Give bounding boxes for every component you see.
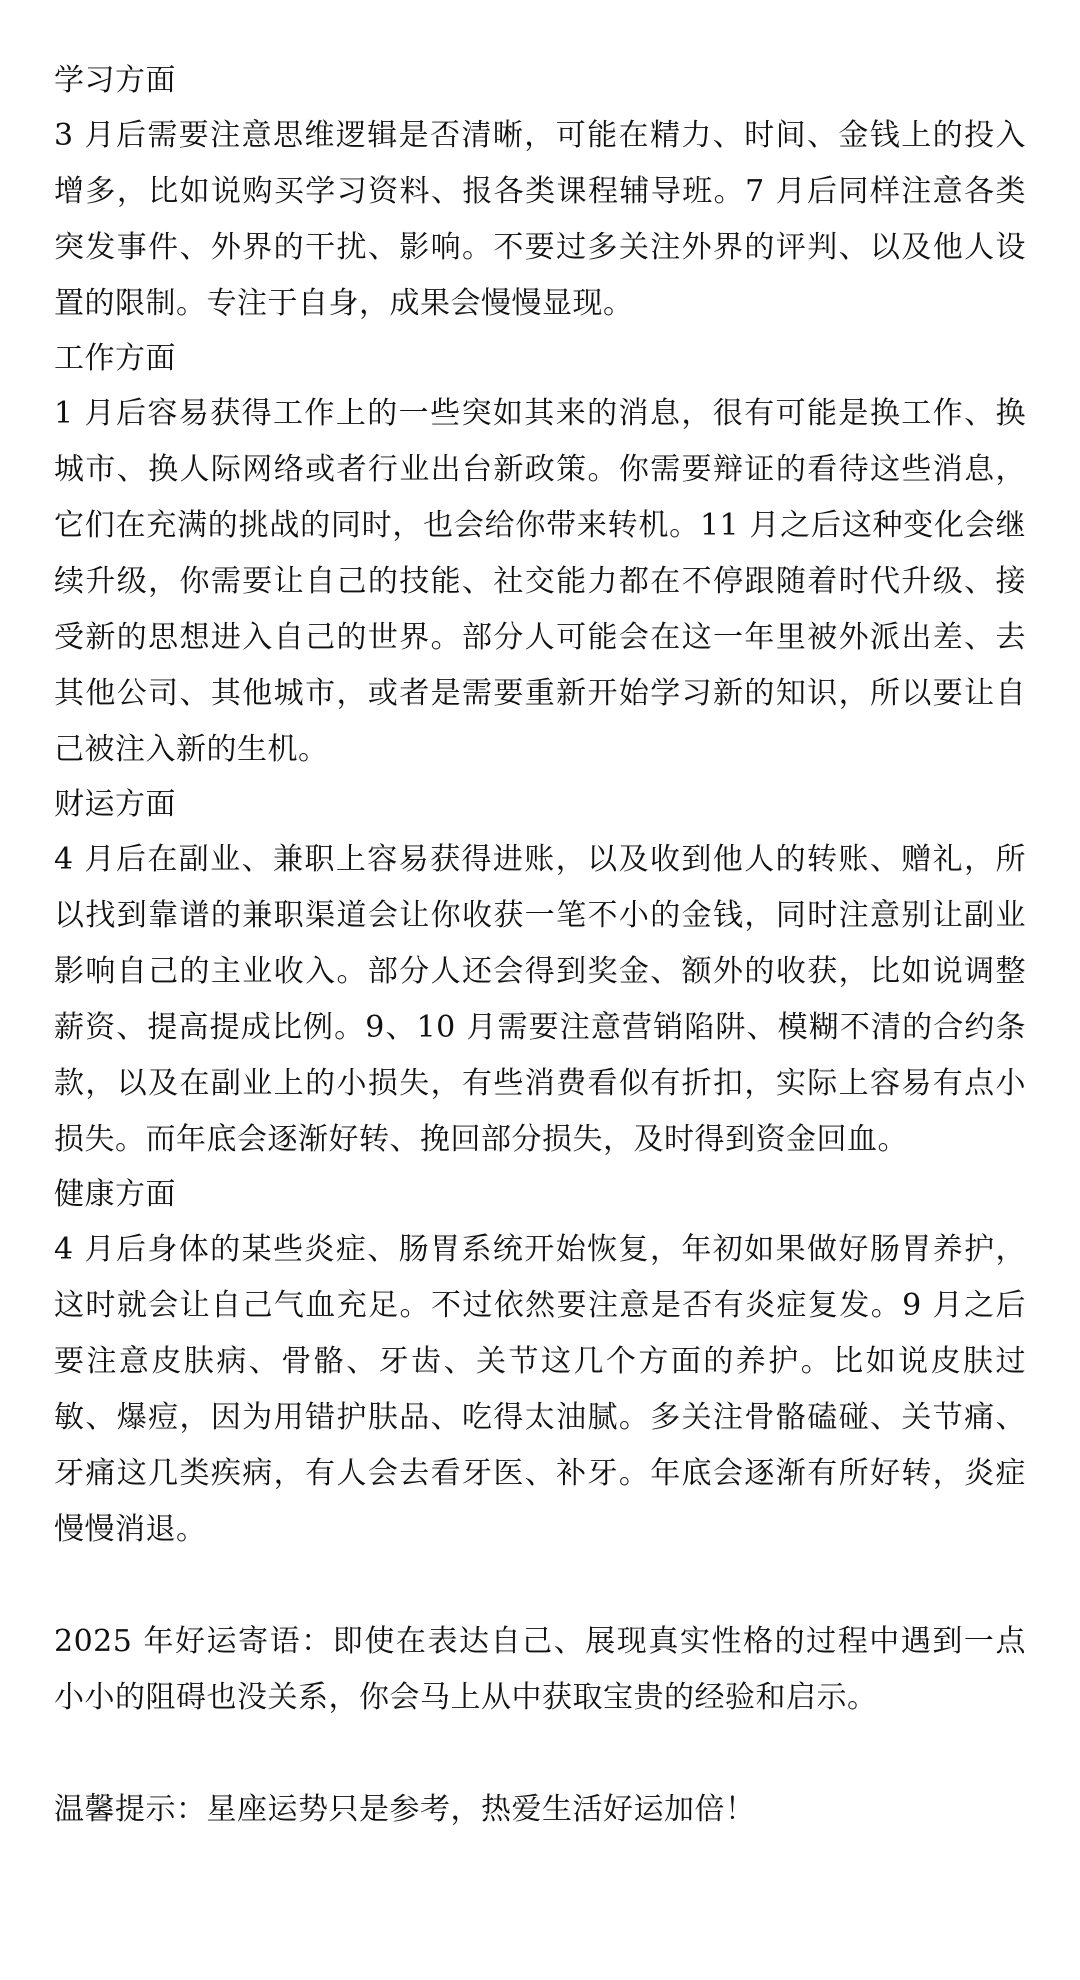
reminder-text: 温馨提示：星座运势只是参考，热爱生活好运加倍！ xyxy=(54,1792,756,1827)
section-text-wealth: 4 月后在副业、兼职上容易获得进账，以及收到他人的转账、赠礼，所以找到靠谱的兼职渠道会让你收获一笔不小的金钱，同时注意别让副业影响自己的主业收入。部分人还会得到奖金、额外的收获，比如说调整薪资、提高提成比例。9、10 月需要注意营销陷阱、模糊不清的合约条款，以及在副业上的小损失，有些消费看似有折扣，实际上容易有点小损失。而年底会逐渐好转、挽回部分损失，及时得到资金回血。 xyxy=(54,842,1026,1157)
spacer xyxy=(54,1726,1026,1782)
article-body xyxy=(54,54,1026,1838)
section-heading-study: 学习方面 xyxy=(54,63,176,98)
section-heading-health: 健康方面 xyxy=(54,1177,176,1212)
section-heading-work: 工作方面 xyxy=(54,341,176,376)
section-text-study: 3 月后需要注意思维逻辑是否清晰，可能在精力、时间、金钱上的投入增多，比如说购买学习资料、报各类课程辅导班。7 月后同样注意各类突发事件、外界的干扰、影响。不要过多关注外界的评判、以及他人设置的限制。专注于自身，成果会慢慢显现。 xyxy=(54,118,1026,321)
section-text-work: 1 月后容易获得工作上的一些突如其来的消息，很有可能是换工作、换城市、换人际网络或者行业出台新政策。你需要辩证的看待这些消息，它们在充满的挑战的同时，也会给你带来转机。11 月之后这种变化会继续升级，你需要让自己的技能、社交能力都在不停跟随着时代升级、接受新的思想进入自己的世界。部分人可能会在这一年里被外派出差、去其他公司、其他城市，或者是需要重新开始学习新的知识，所以要让自己被注入新的生机。 xyxy=(54,396,1026,767)
lucky-message: 2025 年好运寄语：即使在表达自己、展现真实性格的过程中遇到一点小小的阻碍也没关系，你会马上从中获取宝贵的经验和启示。 xyxy=(54,1624,1026,1715)
section-heading-wealth: 财运方面 xyxy=(54,787,176,822)
section-text-health: 4 月后身体的某些炎症、肠胃系统开始恢复，年初如果做好肠胃养护，这时就会让自己气血充足。不过依然要注意是否有炎症复发。9 月之后要注意皮肤病、骨骼、牙齿、关节这几个方面的养护。比如说皮肤过敏、爆痘，因为用错护肤品、吃得太油腻。多关注骨骼磕碰、关节痛、牙痛这几类疾病，有人会去看牙医、补牙。年底会逐渐有所好转，炎症慢慢消退。 xyxy=(54,1232,1026,1547)
spacer xyxy=(54,1558,1026,1614)
